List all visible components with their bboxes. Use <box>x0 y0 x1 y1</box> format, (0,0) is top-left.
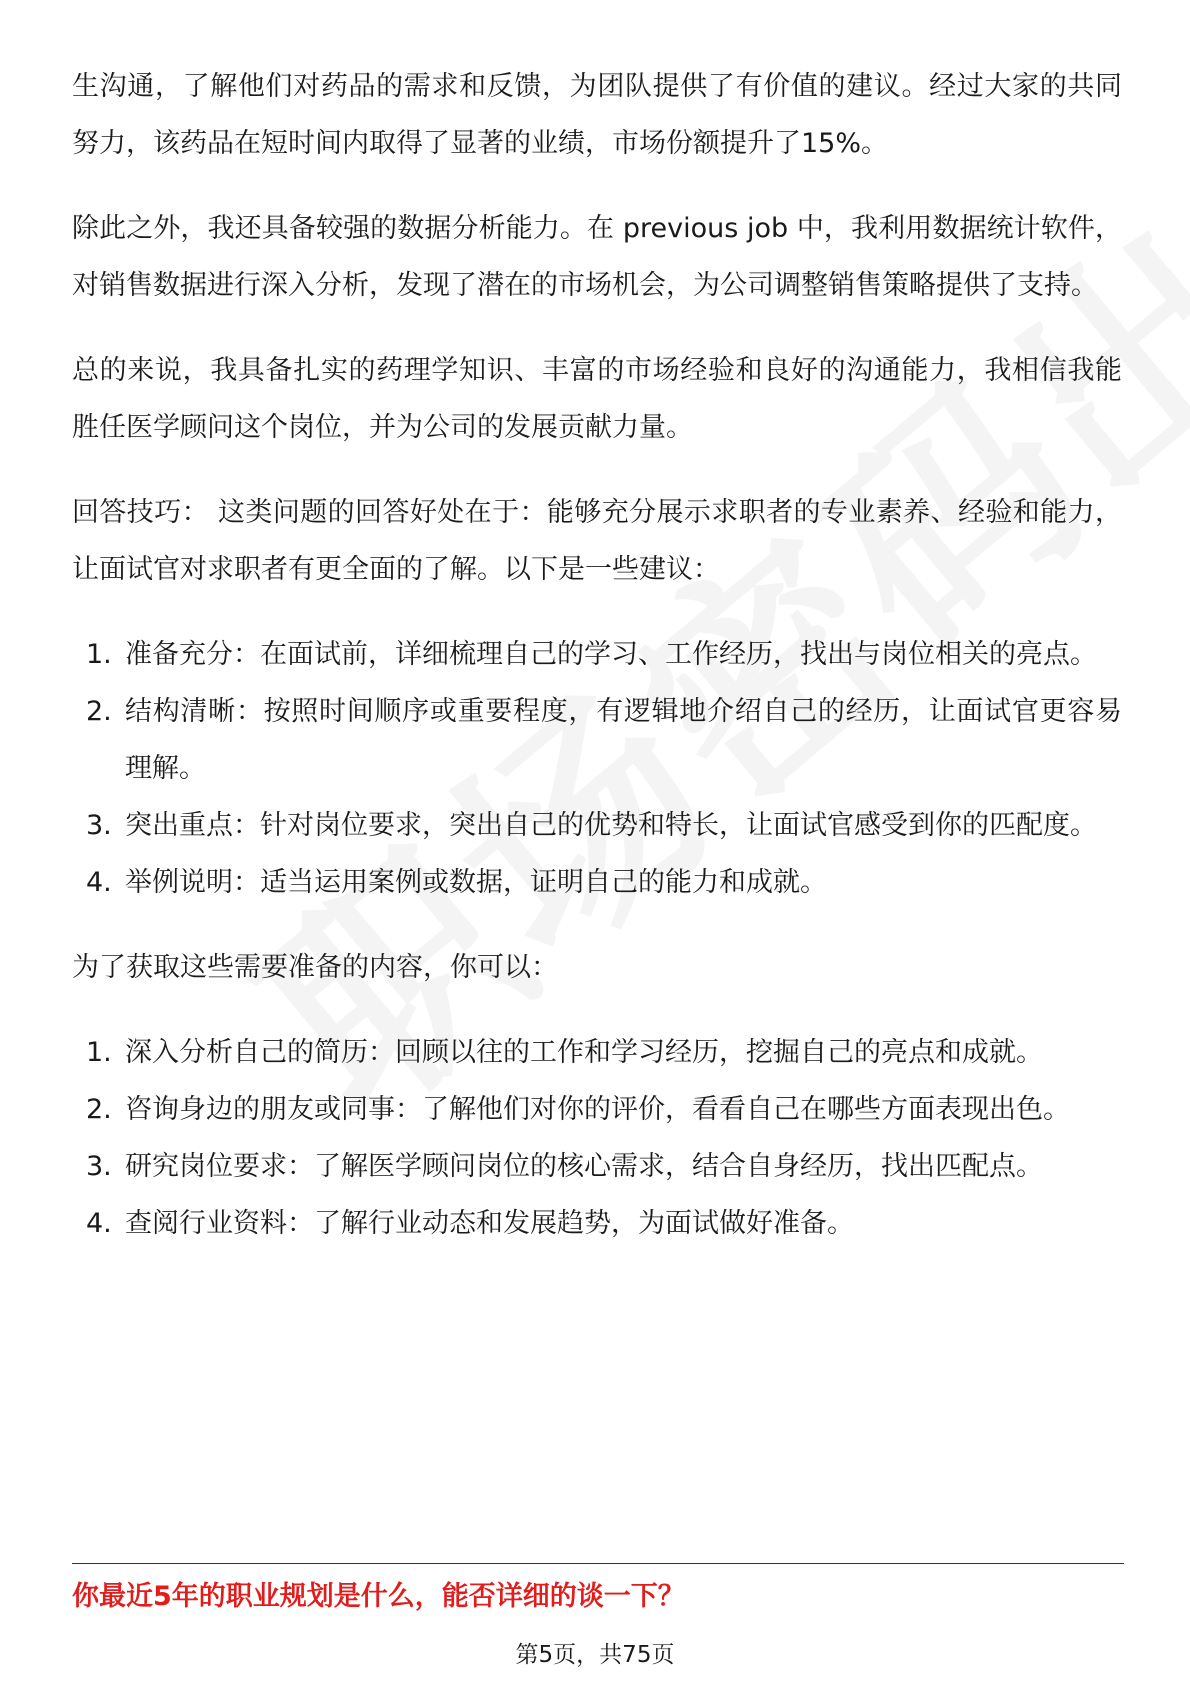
list-item <box>72 854 1122 911</box>
paragraph-summary: 总的来说，我具备扎实的药理学知识、丰富的市场经验和良好的沟通能力，我相信我能胜任医学顾问这个岗位，并为公司的发展贡献力量。 <box>72 355 1122 443</box>
list-item <box>72 1195 1122 1252</box>
list-number: 1. <box>86 639 112 670</box>
list-number: 1. <box>86 1037 112 1068</box>
paragraph-data-analysis: 除此之外，我还具备较强的数据分析能力。在 previous job 中，我利用数据统计软件，对销售数据进行深入分析，发现了潜在的市场机会，为公司调整销售策略提供了支持。 <box>72 213 1122 301</box>
list-number: 3. <box>86 810 112 841</box>
list-number: 2. <box>86 1094 112 1125</box>
list-text: 准备充分：在面试前，详细梳理自己的学习、工作经历，找出与岗位相关的亮点。 <box>125 639 1097 670</box>
list-item <box>72 797 1122 854</box>
prep-list <box>72 1024 1122 1252</box>
list-item <box>72 683 1122 797</box>
page-number: 第5页，共75页 <box>515 1642 675 1668</box>
list-text: 研究岗位要求：了解医学顾问岗位的核心需求，结合自身经历，找出匹配点。 <box>125 1151 1043 1182</box>
list-text: 突出重点：针对岗位要求，突出自己的优势和特长，让面试官感受到你的匹配度。 <box>125 810 1097 841</box>
tips-list <box>72 626 1122 911</box>
list-text: 举例说明：适当运用案例或数据，证明自己的能力和成就。 <box>125 867 827 898</box>
list-text: 查阅行业资料：了解行业动态和发展趋势，为面试做好准备。 <box>125 1208 854 1239</box>
list-item <box>72 1024 1122 1081</box>
list-item <box>72 1138 1122 1195</box>
paragraph-continuation: 生沟通，了解他们对药品的需求和反馈，为团队提供了有价值的建议。经过大家的共同努力，该药品在短时间内取得了显著的业绩，市场份额提升了15%。 <box>72 71 1122 159</box>
list-number: 2. <box>86 696 112 727</box>
list-number: 4. <box>86 1208 112 1239</box>
list-text: 深入分析自己的简历：回顾以往的工作和学习经历，挖掘自己的亮点和成就。 <box>125 1037 1043 1068</box>
document-body <box>72 58 1122 1280</box>
next-question-heading: 你最近5年的职业规划是什么，能否详细的谈一下？ <box>72 1581 685 1612</box>
paragraph-answer-tips: 回答技巧： 这类问题的回答好处在于：能够充分展示求职者的专业素养、经验和能力，让面试官对求职者有更全面的了解。以下是一些建议： <box>72 497 1122 585</box>
list-text: 结构清晰：按照时间顺序或重要程度，有逻辑地介绍自己的经历，让面试官更容易理解。 <box>125 696 1122 784</box>
list-number: 3. <box>86 1151 112 1182</box>
list-number: 4. <box>86 867 112 898</box>
list-text: 咨询身边的朋友或同事：了解他们对你的评价，看看自己在哪些方面表现出色。 <box>125 1094 1070 1125</box>
paragraph-prep-intro: 为了获取这些需要准备的内容，你可以： <box>72 952 558 983</box>
list-item <box>72 1081 1122 1138</box>
list-item <box>72 626 1122 683</box>
divider <box>72 1563 1124 1564</box>
